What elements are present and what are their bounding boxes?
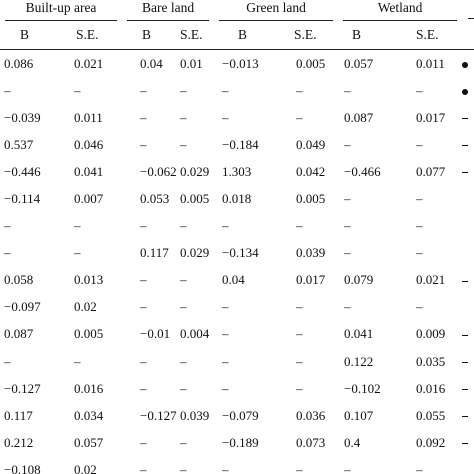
- cell-green-se: 0.036: [296, 407, 326, 423]
- cell-bare-b: –: [140, 82, 147, 98]
- cell-wetland-se: –: [416, 218, 423, 234]
- cell-green-se: –: [296, 461, 303, 474]
- cell-wetland-se: 0.009: [416, 326, 446, 342]
- cell-wetland-b: 0.4: [344, 434, 361, 450]
- cell-bare-b: −0.127: [140, 407, 177, 423]
- cell-green-b: –: [222, 380, 229, 396]
- cell-green-b: –: [222, 299, 229, 315]
- cell-built-se: –: [74, 218, 81, 234]
- cell-green-b: –: [222, 353, 229, 369]
- cell-green-se: 0.005: [296, 191, 326, 207]
- cut-off-dot-mark: [462, 62, 468, 68]
- cell-green-se: 0.005: [296, 55, 326, 71]
- cell-built-b: 0.212: [4, 434, 34, 450]
- col-header-built-b: B: [0, 21, 60, 50]
- cell-built-b: –: [4, 218, 11, 234]
- cell-bare-se: –: [180, 353, 187, 369]
- cell-green-se: 0.049: [296, 136, 326, 152]
- cell-built-se: 0.057: [74, 434, 104, 450]
- cell-built-se: 0.007: [74, 191, 104, 207]
- cell-built-se: 0.016: [74, 380, 104, 396]
- cell-wetland-se: 0.077: [416, 163, 446, 179]
- cut-off-dash-mark: [462, 335, 468, 336]
- table-row: [0, 456, 474, 474]
- cell-cut-off-edge: [462, 104, 474, 131]
- cell-green-se: 0.073: [296, 434, 326, 450]
- col-header-cut-off: [462, 21, 474, 50]
- table-row: [0, 402, 474, 429]
- group-header-bare-land: Bare land: [122, 0, 214, 21]
- cell-bare-se: –: [180, 299, 187, 315]
- cell-bare-b: –: [140, 434, 147, 450]
- cell-green-b: 1.303: [222, 163, 252, 179]
- cell-built-b: –: [4, 245, 11, 261]
- cut-off-dash-mark: [462, 145, 468, 146]
- cell-built-se: 0.041: [74, 163, 104, 179]
- cell-green-b: 0.04: [222, 272, 245, 288]
- cell-built-se: 0.011: [74, 109, 103, 125]
- cell-built-b: −0.039: [4, 109, 41, 125]
- cell-bare-se: –: [180, 82, 187, 98]
- cell-built-se: 0.021: [74, 55, 104, 71]
- cell-wetland-se: –: [416, 245, 423, 261]
- cell-cut-off-edge: [462, 294, 474, 321]
- table-row: [0, 104, 474, 131]
- cell-built-se: 0.02: [74, 299, 97, 315]
- cell-built-b: 0.058: [4, 272, 34, 288]
- table-row: [0, 375, 474, 402]
- cell-built-b: 0.087: [4, 326, 34, 342]
- cell-green-b: –: [222, 218, 229, 234]
- cell-bare-se: 0.005: [180, 191, 210, 207]
- cell-built-b: 0.086: [4, 55, 34, 71]
- cell-green-b: −0.189: [222, 434, 259, 450]
- cell-bare-b: –: [140, 461, 147, 474]
- cell-built-b: −0.127: [4, 380, 41, 396]
- cell-built-b: –: [4, 82, 11, 98]
- cell-green-se: –: [296, 353, 303, 369]
- cell-bare-b: 0.117: [140, 245, 169, 261]
- cell-bare-b: –: [140, 218, 147, 234]
- col-header-green-se: S.E.: [282, 21, 338, 50]
- group-header-wetland: Wetland: [338, 0, 462, 21]
- cut-off-dash-mark: [462, 443, 468, 444]
- cut-off-dash-mark: [462, 362, 468, 363]
- cell-cut-off-edge: [462, 348, 474, 375]
- cut-off-dash-mark: [462, 389, 468, 390]
- cell-wetland-b: 0.079: [344, 272, 374, 288]
- col-header-green-b: B: [214, 21, 282, 50]
- cell-green-se: 0.042: [296, 163, 326, 179]
- cell-built-se: 0.02: [74, 461, 97, 474]
- cell-wetland-b: 0.122: [344, 353, 374, 369]
- cell-green-b: −0.013: [222, 55, 259, 71]
- cell-built-se: 0.005: [74, 326, 104, 342]
- cell-wetland-b: –: [344, 82, 351, 98]
- cell-cut-off-edge: [462, 429, 474, 456]
- cell-built-b: –: [4, 353, 11, 369]
- col-header-wetland-se: S.E.: [402, 21, 462, 50]
- cell-bare-se: –: [180, 461, 187, 474]
- cell-green-se: –: [296, 109, 303, 125]
- cell-green-b: −0.079: [222, 407, 259, 423]
- cell-green-se: –: [296, 326, 303, 342]
- cut-off-dash-mark: [462, 172, 468, 173]
- cell-bare-se: 0.029: [180, 245, 210, 261]
- cell-cut-off-edge: [462, 131, 474, 158]
- cell-built-se: –: [74, 82, 81, 98]
- cell-green-b: –: [222, 461, 229, 474]
- cell-wetland-se: 0.016: [416, 380, 446, 396]
- col-header-bare-b: B: [122, 21, 180, 50]
- group-header-cut-off: [462, 0, 474, 21]
- col-header-wetland-b: B: [338, 21, 402, 50]
- table-row: [0, 213, 474, 240]
- cell-built-b: −0.097: [4, 299, 41, 315]
- table-row: [0, 294, 474, 321]
- cell-bare-b: –: [140, 109, 147, 125]
- cell-built-b: −0.114: [4, 191, 41, 207]
- cut-off-dash-mark: [462, 281, 468, 282]
- cell-bare-b: –: [140, 299, 147, 315]
- cell-wetland-se: 0.021: [416, 272, 446, 288]
- cell-wetland-b: –: [344, 136, 351, 152]
- cell-wetland-se: 0.055: [416, 407, 446, 423]
- table-row: [0, 267, 474, 294]
- table-row: [0, 429, 474, 456]
- group-header-green-land: Green land: [214, 0, 338, 21]
- cell-built-se: 0.034: [74, 407, 104, 423]
- cell-wetland-se: –: [416, 82, 423, 98]
- cell-green-b: –: [222, 109, 229, 125]
- cell-built-b: 0.537: [4, 136, 34, 152]
- cell-bare-b: 0.053: [140, 191, 170, 207]
- cell-wetland-se: 0.011: [416, 55, 445, 71]
- cell-built-b: −0.108: [4, 461, 41, 474]
- cell-built-se: 0.046: [74, 136, 104, 152]
- cell-bare-b: –: [140, 353, 147, 369]
- cell-wetland-b: −0.102: [344, 380, 381, 396]
- cell-green-b: 0.018: [222, 191, 252, 207]
- cut-off-dash-mark: [462, 416, 468, 417]
- cell-bare-se: –: [180, 380, 187, 396]
- cell-wetland-b: –: [344, 245, 351, 261]
- cell-green-b: −0.134: [222, 245, 259, 261]
- cell-wetland-se: –: [416, 136, 423, 152]
- cell-wetland-b: –: [344, 218, 351, 234]
- table-row: [0, 185, 474, 212]
- cell-built-se: –: [74, 353, 81, 369]
- cell-bare-se: –: [180, 136, 187, 152]
- col-header-bare-se: S.E.: [180, 21, 214, 50]
- group-header-row: [0, 0, 474, 21]
- cell-built-b: 0.117: [4, 407, 33, 423]
- cell-green-se: –: [296, 218, 303, 234]
- cell-wetland-b: 0.041: [344, 326, 374, 342]
- cell-wetland-b: 0.057: [344, 55, 374, 71]
- col-header-built-se: S.E.: [60, 21, 122, 50]
- group-header-built-up: Built-up area: [0, 0, 122, 21]
- cell-green-se: –: [296, 380, 303, 396]
- cell-green-se: 0.017: [296, 272, 326, 288]
- cell-wetland-se: 0.035: [416, 353, 446, 369]
- cell-bare-se: –: [180, 218, 187, 234]
- cut-off-dash-mark: [462, 118, 468, 119]
- cell-cut-off-edge: [462, 375, 474, 402]
- table-row: [0, 158, 474, 185]
- table-row: [0, 240, 474, 267]
- cell-wetland-b: −0.466: [344, 163, 381, 179]
- cell-wetland-se: 0.017: [416, 109, 446, 125]
- table-row: [0, 131, 474, 158]
- cell-bare-b: −0.01: [140, 326, 171, 342]
- cell-bare-se: –: [180, 109, 187, 125]
- cell-green-b: –: [222, 326, 229, 342]
- cell-green-se: –: [296, 82, 303, 98]
- cell-cut-off-edge: [462, 456, 474, 474]
- table-body: [0, 50, 474, 474]
- cell-wetland-b: –: [344, 461, 351, 474]
- cell-cut-off-edge: [462, 321, 474, 348]
- cell-green-se: –: [296, 299, 303, 315]
- cell-wetland-b: 0.107: [344, 407, 374, 423]
- table-row: [0, 50, 474, 78]
- cell-bare-se: 0.029: [180, 163, 210, 179]
- table-row: [0, 321, 474, 348]
- cell-cut-off-edge: [462, 77, 474, 104]
- cell-bare-se: 0.01: [180, 55, 203, 71]
- cell-bare-b: –: [140, 380, 147, 396]
- cell-cut-off-edge: [462, 185, 474, 212]
- cell-wetland-b: –: [344, 191, 351, 207]
- cell-built-b: −0.446: [4, 163, 41, 179]
- cell-bare-se: 0.039: [180, 407, 210, 423]
- cell-wetland-se: –: [416, 191, 423, 207]
- cell-wetland-se: –: [416, 461, 423, 474]
- cell-cut-off-edge: [462, 402, 474, 429]
- cell-cut-off-edge: [462, 50, 474, 78]
- column-header-row: [0, 21, 474, 50]
- cell-wetland-b: 0.087: [344, 109, 374, 125]
- cell-green-b: –: [222, 82, 229, 98]
- table-row: [0, 348, 474, 375]
- cell-built-se: 0.013: [74, 272, 104, 288]
- cell-green-b: −0.184: [222, 136, 259, 152]
- cell-bare-se: –: [180, 434, 187, 450]
- cell-bare-b: –: [140, 136, 147, 152]
- cut-off-dot-mark: [462, 89, 468, 95]
- cell-cut-off-edge: [462, 213, 474, 240]
- cell-wetland-se: –: [416, 299, 423, 315]
- cell-bare-b: –: [140, 272, 147, 288]
- cell-built-se: –: [74, 245, 81, 261]
- cell-bare-se: 0.004: [180, 326, 210, 342]
- cell-bare-b: −0.062: [140, 163, 177, 179]
- cell-cut-off-edge: [462, 158, 474, 185]
- cell-bare-se: –: [180, 272, 187, 288]
- cell-bare-b: 0.04: [140, 55, 163, 71]
- cell-green-se: 0.039: [296, 245, 326, 261]
- cell-cut-off-edge: [462, 240, 474, 267]
- cell-cut-off-edge: [462, 267, 474, 294]
- table-row: [0, 77, 474, 104]
- cell-wetland-se: 0.092: [416, 434, 446, 450]
- cell-wetland-b: –: [344, 299, 351, 315]
